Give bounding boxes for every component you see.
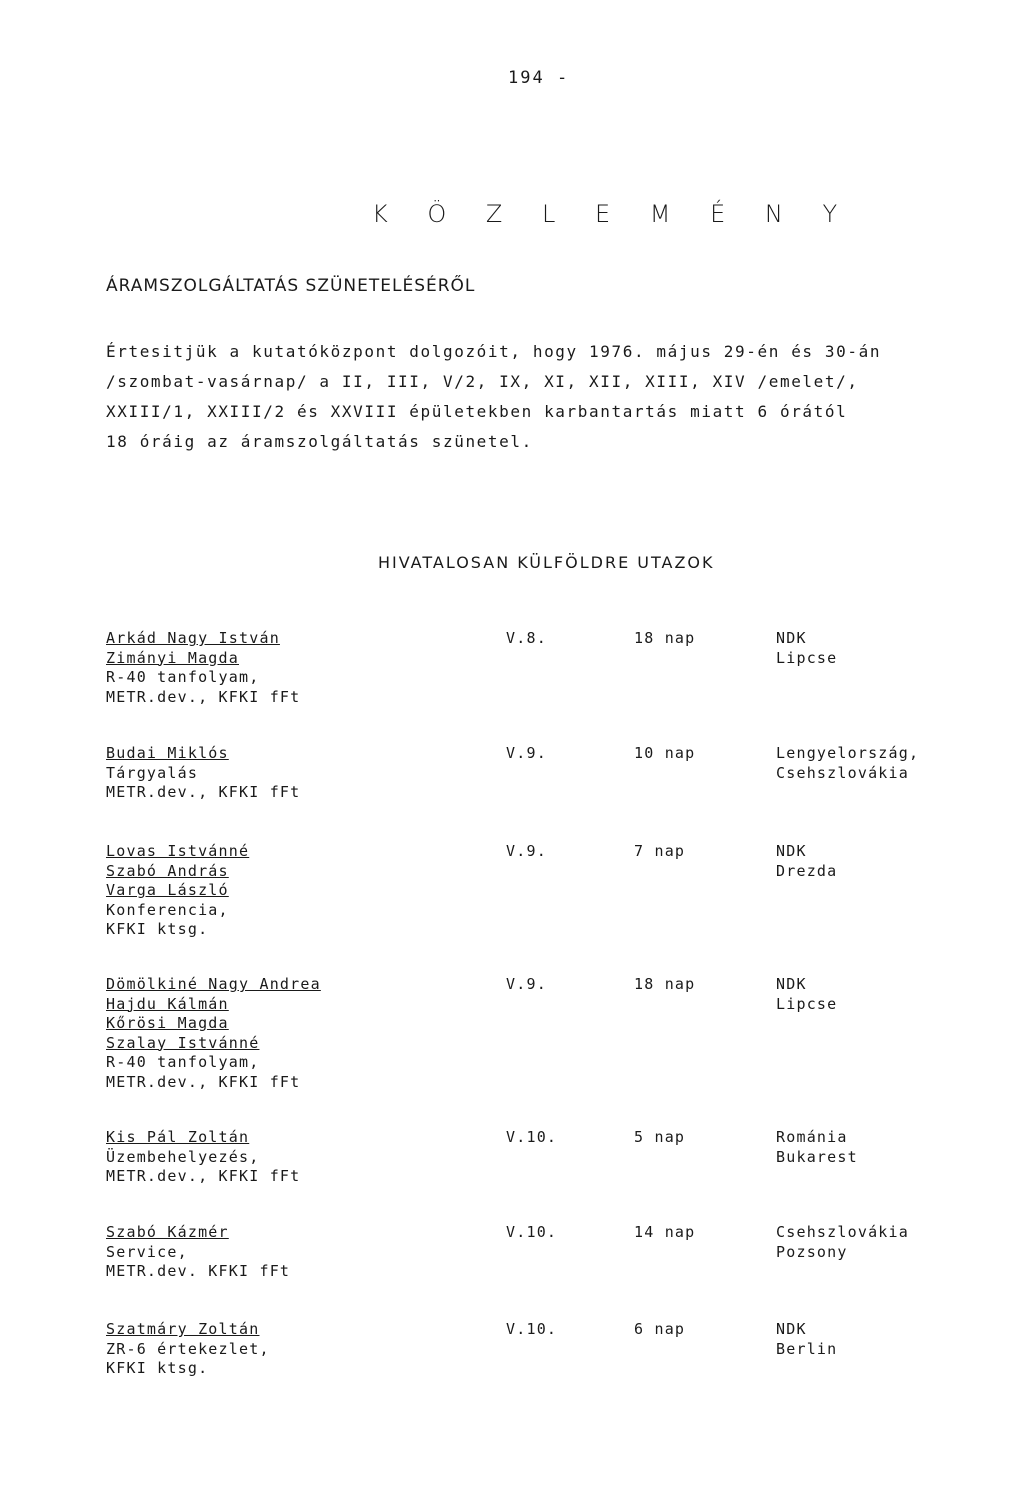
intro-line: XXIII/1, XXIII/2 és XXVIII épületekben karbantartás miatt 6 órától: [106, 402, 848, 421]
trip-destination: [776, 1320, 837, 1359]
entry-people: [106, 744, 466, 803]
intro-paragraph: [106, 337, 906, 457]
destination-country: Románia: [776, 1128, 848, 1146]
destination-city: Drezda: [776, 861, 838, 880]
trip-purpose: R-40 tanfolyam,: [106, 1053, 260, 1071]
destination-city: Berlin: [776, 1339, 838, 1358]
trip-date: V.10.: [506, 1128, 558, 1146]
traveler-name: Zimányi Magda: [106, 648, 239, 667]
trip-funding: METR.dev. KFKI fFt: [106, 1262, 291, 1280]
trip-duration: 18 nap: [634, 629, 696, 647]
page-number: 194 -: [508, 68, 570, 88]
trip-destination: [776, 975, 837, 1014]
destination-city: Bukarest: [776, 1147, 858, 1166]
document-title: K Ö Z L E M É N Y: [372, 200, 854, 228]
traveler-name: Budai Miklós: [106, 744, 229, 762]
trip-destination: [776, 629, 837, 668]
traveler-name: Dömölkiné Nagy Andrea: [106, 975, 321, 993]
intro-line: Értesitjük a kutatóközpont dolgozóit, hogy 1976. május 29-én és 30-án: [106, 342, 882, 361]
trip-date: V.9.: [506, 975, 547, 993]
trip-date: V.10.: [506, 1320, 558, 1338]
entry-people: [106, 1320, 466, 1379]
entry-people: [106, 842, 466, 940]
destination-country: NDK: [776, 1320, 807, 1338]
destination-country: NDK: [776, 975, 807, 993]
trip-duration: 18 nap: [634, 975, 696, 993]
traveler-name: Hajdu Kálmán: [106, 994, 229, 1013]
destination-country: NDK: [776, 842, 807, 860]
intro-line: 18 óráig az áramszolgáltatás szünetel.: [106, 432, 533, 451]
document-subtitle: ÁRAMSZOLGÁLTATÁS SZÜNETELÉSÉRŐL: [106, 276, 476, 296]
entry-people: [106, 629, 466, 707]
section-title: HIVATALOSAN KÜLFÖLDRE UTAZOK: [378, 553, 715, 572]
traveler-name: Kőrösi Magda: [106, 1014, 229, 1032]
trip-destination: [776, 1223, 909, 1262]
destination-country: Lengyelország,: [776, 744, 920, 762]
traveler-name: Lovas Istvánné: [106, 842, 250, 860]
trip-funding: METR.dev., KFKI fFt: [106, 783, 301, 801]
trip-date: V.8.: [506, 629, 547, 647]
traveler-name: Szabó András: [106, 861, 229, 880]
destination-city: Lipcse: [776, 994, 838, 1013]
traveler-name: Kis Pál Zoltán: [106, 1128, 250, 1146]
entry-people: [106, 975, 466, 1092]
trip-funding: METR.dev., KFKI fFt: [106, 1072, 301, 1091]
trip-funding: KFKI ktsg.: [106, 920, 209, 938]
destination-country: Csehszlovákia: [776, 1223, 909, 1241]
trip-destination: [776, 1128, 858, 1167]
trip-duration: 5 nap: [634, 1128, 686, 1146]
traveler-name: Szabó Kázmér: [106, 1223, 229, 1241]
entry-people: [106, 1223, 466, 1282]
traveler-name: Szatmáry Zoltán: [106, 1320, 260, 1338]
traveler-name: Arkád Nagy István: [106, 629, 280, 647]
trip-funding: METR.dev., KFKI fFt: [106, 687, 301, 706]
traveler-name: Varga László: [106, 881, 229, 899]
trip-funding: KFKI ktsg.: [106, 1359, 209, 1377]
trip-destination: [776, 744, 919, 783]
destination-city: Lipcse: [776, 648, 838, 667]
trip-duration: 7 nap: [634, 842, 686, 860]
trip-purpose: Konferencia,: [106, 900, 229, 919]
intro-line: /szombat-vasárnap/ a II, III, V/2, IX, XI, XII, XIII, XIV /emelet/,: [106, 372, 859, 391]
trip-purpose: R-40 tanfolyam,: [106, 668, 260, 686]
trip-purpose: Tárgyalás: [106, 763, 199, 782]
trip-duration: 14 nap: [634, 1223, 696, 1241]
destination-city: Pozsony: [776, 1242, 848, 1261]
trip-date: V.10.: [506, 1223, 558, 1241]
trip-funding: METR.dev., KFKI fFt: [106, 1167, 301, 1185]
destination-city: Csehszlovákia: [776, 763, 909, 782]
entry-people: [106, 1128, 466, 1187]
trip-purpose: ZR-6 értekezlet,: [106, 1339, 270, 1358]
trip-date: V.9.: [506, 842, 547, 860]
trip-date: V.9.: [506, 744, 547, 762]
trip-destination: [776, 842, 837, 881]
trip-purpose: Üzembehelyezés,: [106, 1147, 260, 1166]
trip-purpose: Service,: [106, 1242, 188, 1261]
destination-country: NDK: [776, 629, 807, 647]
trip-duration: 6 nap: [634, 1320, 686, 1338]
traveler-name: Szalay Istvánné: [106, 1033, 260, 1052]
trip-duration: 10 nap: [634, 744, 696, 762]
